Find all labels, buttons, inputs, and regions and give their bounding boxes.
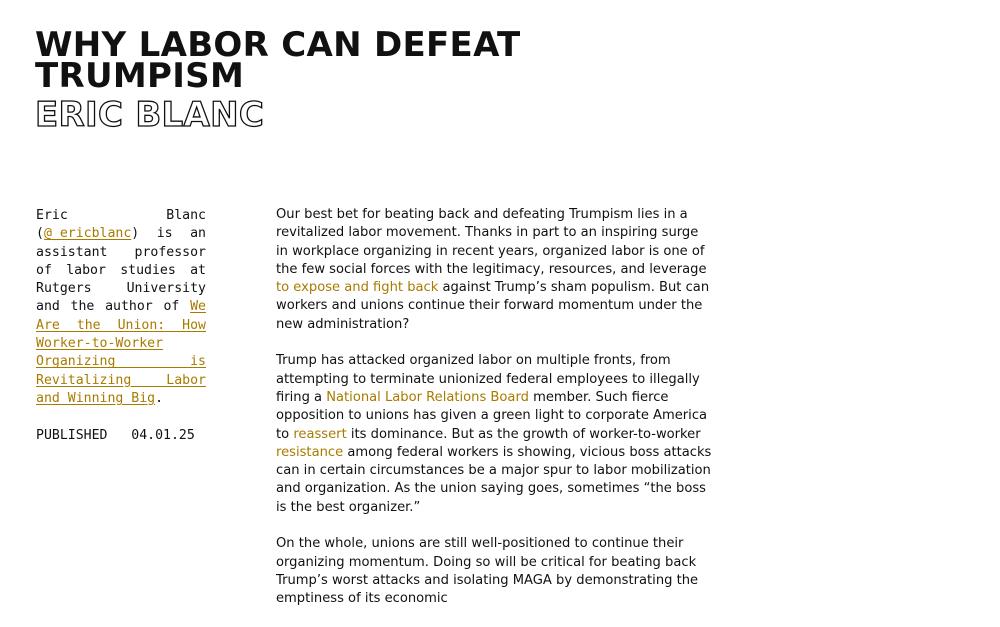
paragraph-3-text-a: On the whole, unions are still well-positioned to continue their organizing momentum. Doing so will be critical for beating back Trump’s worst attacks and isolating MAGA by demonstrating the emptiness of its economic [276,536,699,607]
author-name-heading: ERIC BLANC [35,95,265,135]
bio-period: . [155,390,164,406]
nlrb-link[interactable]: National Labor Relations Board [326,389,529,405]
article-body [276,206,712,627]
published-date: 04.01.25 [131,428,195,443]
expose-fight-back-link[interactable]: to expose and fight back [276,280,439,296]
paragraph-3 [276,535,712,608]
article-header [35,25,635,135]
paragraph-1-text-a: Our best bet for beating back and defeating Trumpism lies in a revitalized labor movement. Thanks in part to an inspiring surge in workplace organizing in recent years, organized labor is one of the few social forces with the legitimacy, resources, and leverage [276,207,707,277]
author-bio [36,207,206,408]
bio-author-name: Eric Blanc [36,208,206,223]
paragraph-1 [276,206,712,334]
published-label: PUBLISHED [36,428,108,443]
bio-open-paren: ( [36,226,44,242]
published-date-line [36,427,195,445]
reassert-link[interactable]: reassert [293,426,347,442]
paragraph-1-text-b: against Trump’s sham populism. But can workers and unions continue their forward momentum under the new administration? [276,280,710,332]
resistance-link[interactable]: resistance [276,444,344,460]
paragraph-2-text-a: Trump has attacked organized labor on multiple fronts, from attempting to terminate unionized federal employees to illegally firing a [276,353,700,405]
author-twitter-link[interactable]: @_ericblanc [43,226,132,242]
paragraph-2-text-d: among federal workers is showing, vicious boss attacks can in certain circumstances be a major spur to labor mobilization and organization. As the union saying goes, sometimes “the boss is the best organizer.” [276,444,712,515]
book-title-link[interactable]: We Are the Union: How Worker-to-Worker Organizing is Revitalizing Labor and Winning Big [36,299,206,406]
paragraph-2 [276,352,712,517]
article-title: WHY LABOR CAN DEFEAT TRUMPISM [35,25,521,96]
paragraph-2-text-c: its dominance. But as the growth of worker-to-worker [346,426,701,442]
paragraph-2-text-b: member. Such fierce opposition to unions has given a green light to corporate America to [276,389,708,442]
bio-text: ) is an assistant professor of labor studies at Rutgers University and the author of [36,226,206,315]
